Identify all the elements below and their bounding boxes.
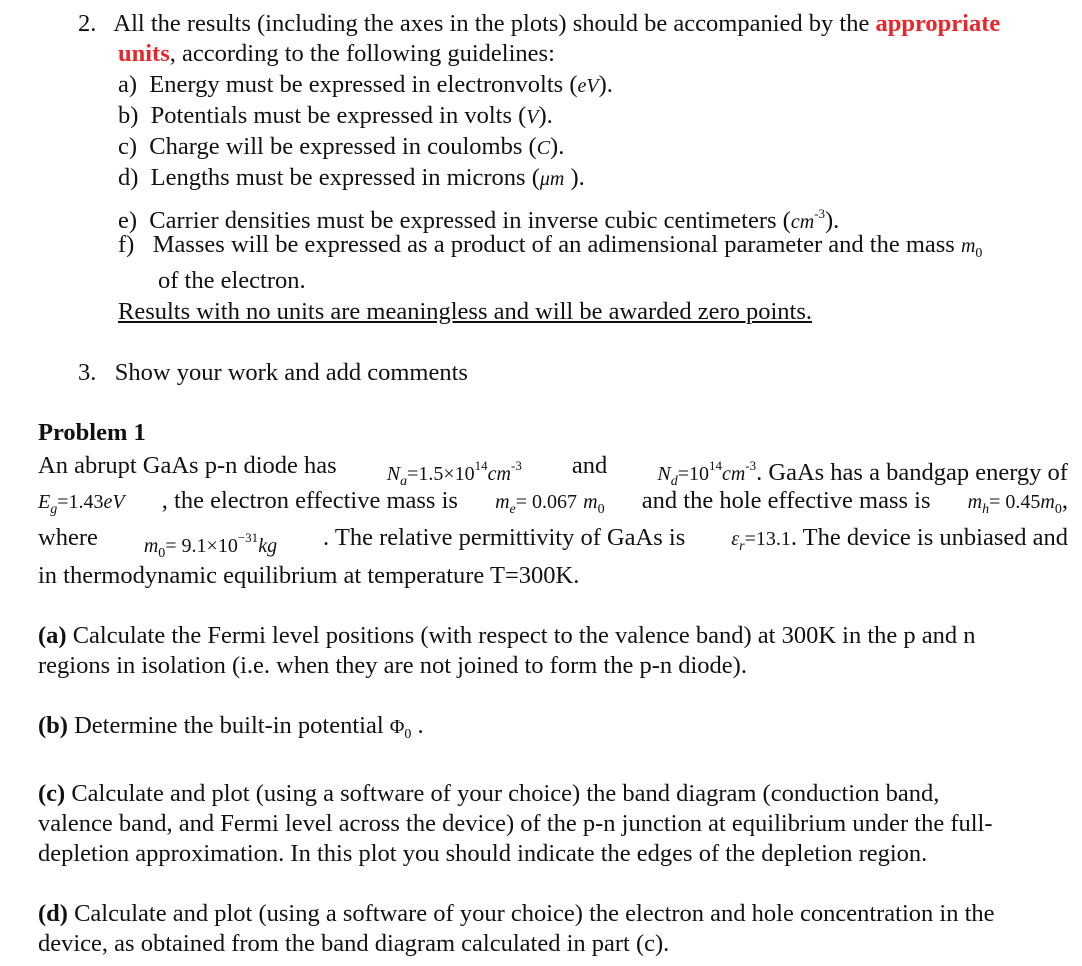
part-a-line2: regions in isolation (i.e. when they are not joined to form the p-n diode). [38,652,747,679]
part-d-line1: (d) Calculate and plot (using a software of your choice) the electron and hole concentration in the [38,900,995,927]
er-expression: $\varepsilon_r=13.1$. The device is unbiased and [731,524,1068,554]
units-warning: Results with no units are meaningless and will be awarded zero points. [118,298,813,325]
na-expression: $N_a=1.5\times 10^{14}cm^{-3}$ [386,458,522,489]
part-a-line1: (a) Calculate the Fermi level positions (with respect to the valence band) at 300K in the p and n [38,622,976,649]
nd-expression: $N_d=10^{14}cm^{-3}$. GaAs has a bandgap energy of [657,458,1068,489]
eg-expression: $E_g=1.43eV$ [38,491,125,517]
me-expression: $m_e= 0.067$ $m_0$ [495,491,605,517]
problem-line2: $E_g=1.43eV$ , the electron effective mass is $m_e= 0.067$ $m_0$ and the hole effective mass is $m_h= 0.45m_0$, [38,486,1068,525]
guideline-b: b) Potentials must be expressed in volts (V). [118,102,553,129]
item2-line2 [118,39,555,69]
part-c-line2: valence band, and Fermi level across the device) of the p-n junction at equilibrium under the full- [38,810,993,837]
problem-title: Problem 1 [38,419,146,446]
item2-lead: All the results (including the axes in the plots) should be accompanied by the [113,10,870,37]
item3-number: 3. [78,359,97,386]
guideline-e: e) Carrier densities must be expressed in inverse cubic centimeters $(cm^{-3})$. [118,206,840,234]
guideline-c: c) Charge will be expressed in coulombs (C). [118,133,565,160]
guideline-d: d) Lengths must be expressed in microns (μm ). [118,164,585,191]
guideline-a: a) Energy must be expressed in electronvolts (eV). [118,71,613,98]
problem-line4: in thermodynamic equilibrium at temperature T=300K. [38,562,580,589]
m0-expression: $m_0= 9.1\times 10^{-31}kg$ [143,530,278,561]
item3-text: Show your work and add comments [114,359,468,386]
problem-line3: where $m_0= 9.1\times 10^{-31}kg$ . The relative permittivity of GaAs is $\varepsilon_r=13.1$. The device is unbiased and [38,523,1068,569]
appropriate-highlight: appropriate [875,10,1001,37]
item3-line [78,358,468,388]
item2-number: 2. [78,10,97,37]
part-c-line1: (c) Calculate and plot (using a software of your choice) the band diagram (conduction band, [38,780,940,807]
mh-expression: $m_h= 0.45m_0$, [967,487,1068,517]
guideline-f: f) Masses will be expressed as a product of an adimensional parameter and the mass $m_0$ [118,231,983,261]
part-b-line: (b) Determine the built-in potential $\Phi_0$ . [38,712,424,742]
item2-lead2: , according to the following guidelines: [169,40,555,67]
item2-line1 [78,9,1000,39]
problem-line1: An abrupt GaAs p-n diode has $N_a=1.5\times 10^{14}cm^{-3}$ and $N_d=10^{14}cm^{-3}$. GaAs has a bandgap energy of [38,451,1068,497]
guideline-f-continuation: of the electron. [158,267,306,294]
units-highlight: units [118,40,170,67]
part-c-line3: depletion approximation. In this plot you should indicate the edges of the depletion region. [38,840,928,867]
part-d-line2: device, as obtained from the band diagram calculated in part (c). [38,930,670,957]
